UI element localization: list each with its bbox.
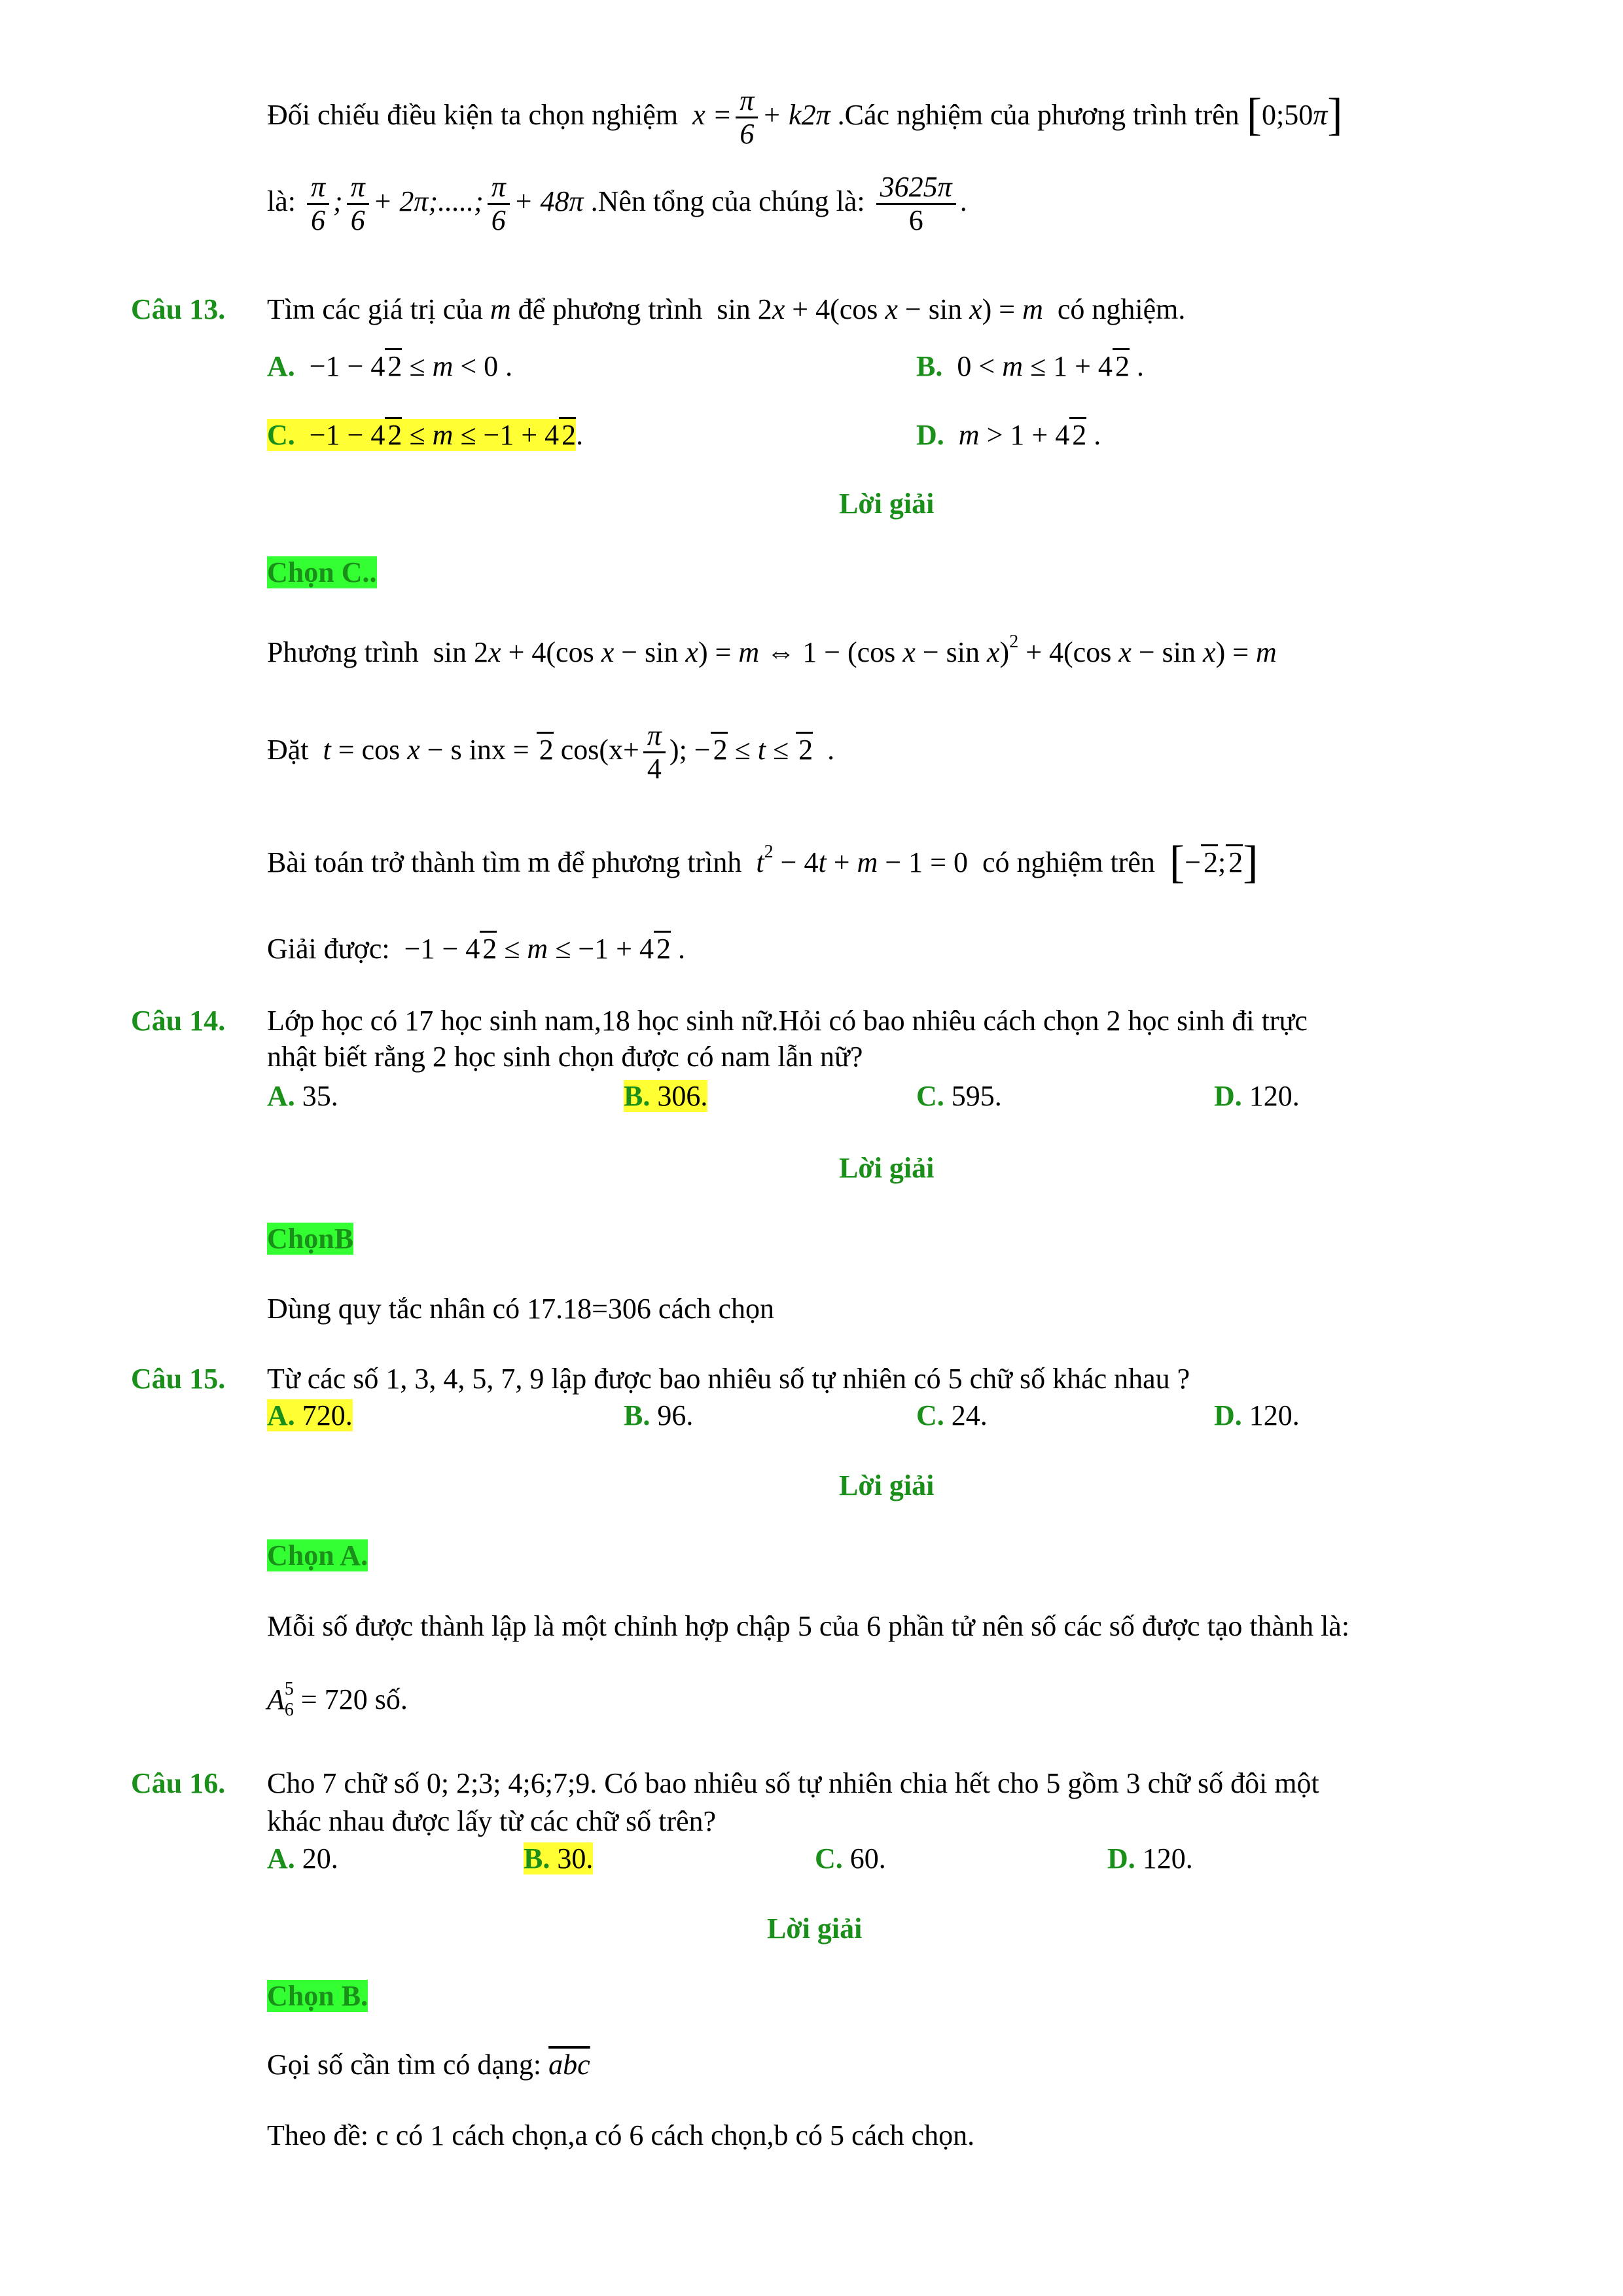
solution-16-title: Lời giải xyxy=(767,1912,863,1945)
option-13-b[interactable]: B. 0 < m ≤ 1 + 42 . xyxy=(916,350,1144,384)
question-14-text-2: nhật biết rằng 2 học sinh chọn được có nam lẫn nữ? xyxy=(267,1041,863,1073)
option-15-d[interactable]: D. 120. xyxy=(1214,1399,1300,1431)
solution-13-step-2: Đặt t = cos x − s inx = 2 cos(x+ $\frac{\pi}{4}$ ); −2 ≤ t ≤ 2 . xyxy=(267,719,835,785)
question-14-text-1: Lớp học có 17 học sinh nam,18 học sinh nữ.Hỏi có bao nhiêu cách chọn 2 học sinh đi trực xyxy=(267,1005,1308,1037)
option-14-b[interactable]: B. 306. xyxy=(624,1080,708,1112)
solution-15-title: Lời giải xyxy=(839,1469,935,1501)
formula-solution: x = $\frac{\pi}{6}$ + k2π xyxy=(685,84,830,151)
question-14-label: Câu 14. xyxy=(131,1005,226,1037)
question-16-label: Câu 16. xyxy=(131,1767,226,1799)
solution-13-title: Lời giải xyxy=(839,488,935,520)
solution-14-step-1: Dùng quy tắc nhân có 17.18=306 cách chọn xyxy=(267,1293,775,1325)
question-16-text-2: khác nhau được lấy từ các chữ số trên? xyxy=(267,1805,717,1837)
choice-16: Chọn B. xyxy=(267,1980,368,2012)
option-16-b[interactable]: B. 30. xyxy=(524,1842,594,1874)
question-15-text-1: Từ các số 1, 3, 4, 5, 7, 9 lập được bao nhiêu số tự nhiên có 5 chữ số khác nhau ? xyxy=(267,1363,1190,1395)
question-15-label: Câu 15. xyxy=(131,1363,226,1395)
question-13-label: Câu 13. xyxy=(131,293,226,325)
option-16-d[interactable]: D. 120. xyxy=(1107,1842,1193,1874)
solution-15-step-2: $A_6^5 = 720$ số. xyxy=(267,1679,408,1720)
solution-13-step-3: Bài toán trở thành tìm m để phương trình $t^2 - 4t + m - 1 = 0$ có nghiệm trên [−2;2] xyxy=(267,837,1258,888)
question-16-text-1: Cho 7 chữ số 0; 2;3; 4;6;7;9. Có bao nhiêu số tự nhiên chia hết cho 5 gồm 3 chữ số đôi một xyxy=(267,1767,1319,1799)
choice-13: Chọn C.. xyxy=(267,556,377,588)
formula-sequence: $\frac{\pi}{6}$ ; $\frac{\pi}{6}$ + 2π;.....; $\frac{\pi}{6}$ + 48π xyxy=(303,185,584,217)
choice-15: Chọn A. xyxy=(267,1539,368,1571)
option-13-a[interactable]: A. −1 − 42 ≤ m < 0 . xyxy=(267,350,512,384)
question-13-text: Tìm các giá trị của m để phương trình sin 2x + 4(cos x − sin x) = m có nghiệm. xyxy=(267,293,1186,325)
header-line-1: Đối chiếu điều kiện ta chọn nghiệm x = $\frac{\pi}{6}$ + k2π .Các nghiệm của phương trình trên [0;50π] xyxy=(267,84,1343,151)
equation-13: sin 2x + 4(cos x − sin x) = m xyxy=(709,293,1043,325)
option-16-c[interactable]: C. 60. xyxy=(815,1842,886,1874)
choice-14: ChọnB xyxy=(267,1223,354,1255)
interval: [0;50π] xyxy=(1246,89,1343,140)
option-14-c[interactable]: C. 595. xyxy=(916,1080,1002,1112)
solution-15-step-1: Mỗi số được thành lập là một chỉnh hợp chập 5 của 6 phần tử nên số các số được tạo thành là: xyxy=(267,1610,1350,1642)
option-14-d[interactable]: D. 120. xyxy=(1214,1080,1300,1112)
header-line-2: là: $\frac{\pi}{6}$ ; $\frac{\pi}{6}$ + 2π;.....; $\frac{\pi}{6}$ + 48π .Nên tổng của chúng là: $\frac{3625\pi}{6}$ . xyxy=(267,171,967,237)
option-15-c[interactable]: C. 24. xyxy=(916,1399,988,1431)
option-13-d[interactable]: D. m > 1 + 42 . xyxy=(916,419,1101,452)
solution-16-step-2: Theo đề: c có 1 cách chọn,a có 6 cách chọn,b có 5 cách chọn. xyxy=(267,2119,975,2151)
option-15-a[interactable]: A. 720. xyxy=(267,1399,353,1431)
sum-fraction: $\frac{3625\pi}{6}$ xyxy=(876,171,956,237)
option-13-c[interactable]: C. −1 − 42 ≤ m ≤ −1 + 42. xyxy=(267,419,583,452)
option-15-b[interactable]: B. 96. xyxy=(624,1399,694,1431)
option-16-a[interactable]: A. 20. xyxy=(267,1842,338,1874)
solution-16-step-1: Gọi số cần tìm có dạng: $\overline{abc}$ xyxy=(267,2049,590,2081)
solution-13-step-1: Phương trình sin 2x + 4(cos x − sin x) = m ⇔ 1 − (cos x − sin x)$^2$ + 4(cos x − sin x) = m xyxy=(267,632,1277,668)
option-14-a[interactable]: A. 35. xyxy=(267,1080,338,1112)
solution-14-title: Lời giải xyxy=(839,1152,935,1184)
solution-13-step-4: Giải được: −1 − 42 ≤ m ≤ −1 + 42 . xyxy=(267,933,685,966)
